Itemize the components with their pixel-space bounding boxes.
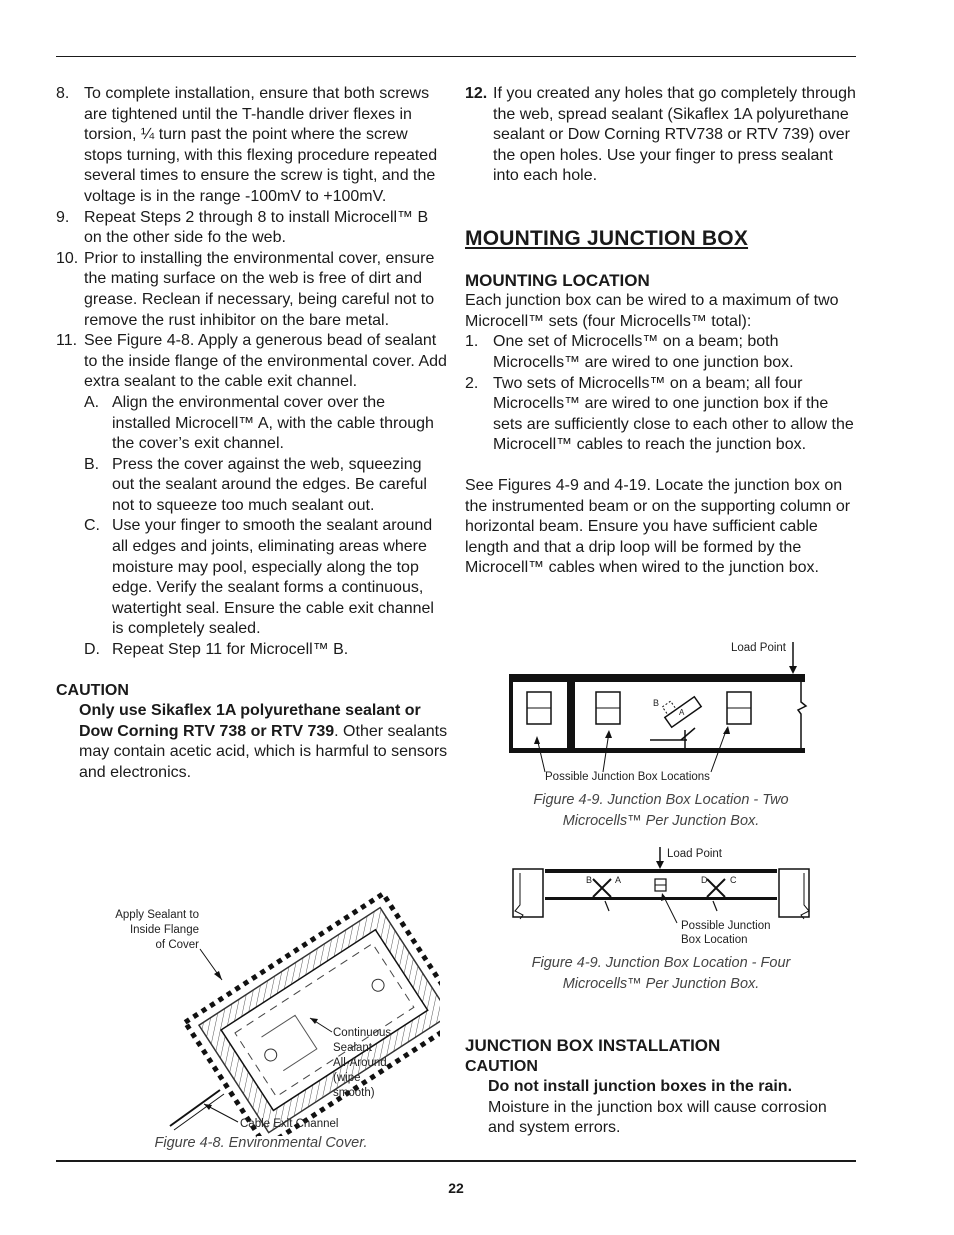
substep-c: C. Use your finger to smooth the sealant around all edges and joints, eliminating areas where moisture may pool, especially along the top edge. Verify the sealant forms a continuous, watertight seal. Ensure the cable exit channel is completely sealed. — [84, 517, 434, 638]
mounting-intro: Each junction box can be wired to a maximum of two Microcell™ sets (four Microcells™ total): — [465, 292, 839, 330]
fig2-label-c: C — [730, 875, 737, 885]
fig1-load-point-label: Load Point — [731, 642, 786, 654]
label-apply-sealant-3: of Cover — [155, 939, 199, 951]
figure-4-9-four-caption: Figure 4-9. Junction Box Location - Four Microcells™ Per Junction Box. — [531, 955, 791, 992]
substep-d: D. Repeat Step 11 for Microcell™ B. — [84, 641, 349, 659]
caution-text: Only use Sikaflex 1A polyurethane sealant or Dow Corning RTV 738 or RTV 739. Other sealants may contain acetic acid, which is harmful to sensors and electronics. — [79, 702, 448, 781]
label-continuous-2: Sealant — [333, 1042, 373, 1054]
label-cable-exit: Cable Exit Channel — [240, 1118, 339, 1130]
left-column — [56, 84, 448, 784]
label-apply-sealant-2: Inside Flange — [129, 924, 199, 936]
caution-heading-right: CAUTION — [465, 1057, 538, 1075]
substep-a: A. Align the environmental cover over the installed Microcell™ A, with the cable through the cover’s exit channel. — [84, 393, 434, 453]
step-12: 12. If you created any holes that go completely through the web, spread sealant (Sikaflex 1A polyurethane sealant or Dow Corning RTV738 or RTV 739) over the open holes. Use your finger to press sealant into each hole. — [465, 85, 856, 185]
junction-box-figure-four — [505, 843, 815, 951]
substep-b: B. Press the cover against the web, squeezing out the sealant around the edges. Be careful not to squeeze too much sealant out. — [84, 455, 427, 514]
section-title-mounting-junction-box: MOUNTING JUNCTION BOX — [465, 226, 749, 250]
fig2-location-label-1: Possible Junction — [681, 920, 771, 932]
fig2-label-b: B — [586, 875, 593, 885]
bottom-rule — [56, 1160, 856, 1162]
right-column — [465, 84, 857, 579]
step-10: 10. Prior to installing the environmental cover, ensure the mating surface on the web is free of dirt and grease. Reclean if necessary, being careful not to remove the rust inhibitor on the bare metal. — [56, 249, 435, 329]
fig1-locations-label: Possible Junction Box Locations — [545, 771, 710, 783]
mounting-option-2: 2. Two sets of Microcells™ on a beam; all four Microcells™ are wired to one junction box if the sets are sufficiently close to each other to allow the Microcell™ cables to reach the junction box. — [465, 374, 854, 454]
top-rule — [56, 56, 856, 57]
junction-box-figure-two — [505, 636, 815, 788]
mounting-option-1: 1. One set of Microcells™ on a beam; both Microcells™ are wired to one junction box. — [465, 333, 794, 371]
page-number: 22 — [448, 1180, 464, 1196]
fig1-label-a: A — [679, 708, 685, 717]
caution-heading: CAUTION — [56, 681, 129, 699]
fig1-label-b: B — [653, 698, 660, 708]
fig2-label-a: A — [615, 875, 622, 885]
step-11: 11. See Figure 4-8. Apply a generous bead of sealant to the inside flange of the environmental cover. Add extra sealant to the cable exit channel. A. Align the environmental cover over the installed Microcell™ A, with the cable through the cover’s exit channel. B. Press the cover against the web, squeezing out the sealant around the edges. Be careful not to squeeze too much sealant out. C. Use your finger to smooth the sealant around all edges and joints, eliminating areas where moisture may pool, especially along the top edge. Verify the sealant forms a continuous, watertight seal. Ensure the cable exit channel is completely sealed. D. Repeat Step 11 for Microcell™ B. — [56, 331, 448, 661]
installation-steps — [56, 84, 448, 661]
fig2-location-label-2: Box Location — [681, 934, 748, 946]
label-continuous-1: Continuous — [333, 1027, 392, 1039]
caution-text-right: Do not install junction boxes in the rain. Moisture in the junction box will cause corrosion and system errors. — [488, 1078, 827, 1137]
step-11-substeps — [84, 393, 448, 661]
figure-4-9-two-caption: Figure 4-9. Junction Box Location - Two Microcells™ Per Junction Box. — [533, 792, 789, 829]
label-continuous-4: (wipe — [333, 1072, 361, 1084]
step-8: 8. To complete installation, ensure that both screws are tightened until the T-handle driver flexes in torsion, ¼ turn past the point where the screw stops turning, with this flexing procedure repeated several times to ensure the screw is tight, and the voltage is in the range -100mV to +100mV. — [56, 85, 438, 205]
figure-4-8-caption: Figure 4-8. Environmental Cover. — [154, 1135, 368, 1151]
step-9: 9. Repeat Steps 2 through 8 to install Microcell™ B on the other side fo the web. — [56, 208, 429, 247]
label-continuous-3: All-Around — [333, 1057, 387, 1069]
heading-mounting-location: MOUNTING LOCATION — [465, 270, 650, 290]
fig2-label-d: D — [701, 875, 708, 885]
label-apply-sealant-1: Apply Sealant to — [115, 909, 199, 921]
environmental-cover-figure — [100, 882, 440, 1136]
see-figures-paragraph: See Figures 4-9 and 4-19. Locate the junction box on the instrumented beam or on the supporting column or horizontal beam. Ensure you have sufficient cable length and that a drip loop will be formed by the Microcell™ cables when wired to the junction box. — [465, 476, 851, 577]
label-continuous-5: smooth) — [333, 1087, 375, 1099]
heading-junction-box-installation: JUNCTION BOX INSTALLATION — [465, 1036, 721, 1055]
mounting-list — [465, 332, 857, 456]
junction-box-installation — [465, 1036, 857, 1139]
fig2-load-point-label: Load Point — [667, 848, 722, 860]
